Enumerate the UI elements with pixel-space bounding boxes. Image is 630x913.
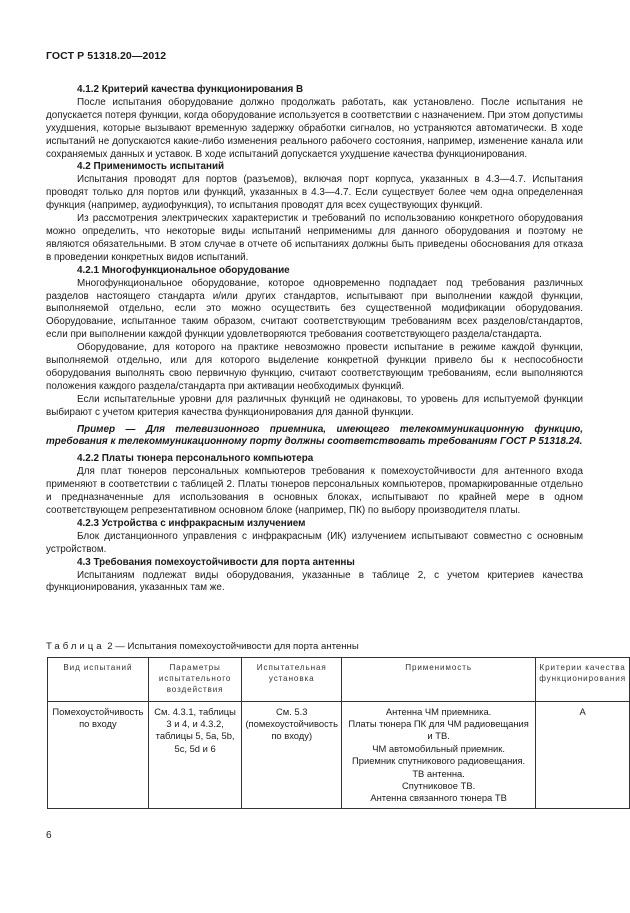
section-4-2-paragraph-1: Испытания проводят для портов (разъемов), включая порт корпуса, указанных в 4.3—4.7. Испытания проводят только для портов или функций, указанных в 4.3—4.7. Если существует более чем одна определенная функция (например, аудиофункция), то испытания проводят для всех существующих функций. — [46, 174, 583, 212]
page-number: 6 — [46, 830, 52, 841]
section-4-2-1-paragraph-3: Если испытательные уровни для различных функций не одинаковы, то уровень для испытуемой функции выбирают с учетом критерия качества функционирования для данной функции. — [46, 393, 583, 418]
document-body — [46, 84, 583, 595]
table-caption-title: 2 — Испытания помехоустойчивости для порта антенны — [104, 641, 359, 652]
table-row — [48, 701, 630, 808]
section-4-2-paragraph-2: Из рассмотрения электрических характеристик и требований по использованию конкретного оборудования можно определить, что некоторые виды испытаний неприменимы для данного оборудования и поэтому не являются обязательными. В этом случае в отчете об испытаниях должны быть приведены обоснования для отказа в проведении конкретных видов испытаний. — [46, 213, 583, 263]
example-note: Пример — Для телевизионного приемника, имеющего телекоммуникационную функцию, требования к телекоммуникационному порту должны соответствовать требованиям ГОСТ Р 51318.24. — [46, 423, 583, 448]
header-applicability: Применимость — [341, 658, 535, 702]
section-4-2-3-title: 4.2.3 Устройства с инфракрасным излучением — [77, 517, 306, 529]
table-header-row — [48, 658, 630, 702]
section-4-2-2-paragraph: Для плат тюнеров персональных компьютеров требования к помехоустойчивости для антенного входа применяют в соответствии с таблицей 2. Платы тюнеров персональных компьютеров, промаркированные отдельно и предназначенные для использования в основных блоках, испытывают по крайней мере в одном соответствующем репрезентативном основном блоке (например, ПК) по выбору производителя платы. — [46, 466, 583, 516]
cell-test-type: Помехоустойчивость по входу — [48, 701, 149, 808]
table-2 — [47, 657, 630, 809]
cell-setup: См. 5.3 (помехоустойчивость по входу) — [242, 701, 342, 808]
cell-applicability: Антенна ЧМ приемника. Платы тюнера ПК для ЧМ радиовещания и ТВ. ЧМ автомобильный приемник. Приемник спутникового радиовещания. ТВ антенна. Спутниковое ТВ. Антенна связанного тюнера ТВ — [341, 701, 535, 808]
section-4-1-2-title: 4.1.2 Критерий качества функционирования В — [77, 84, 304, 95]
section-4-3-title: 4.3 Требования помехоустойчивости для порта антенны — [77, 556, 355, 568]
section-4-2-1-paragraph-2: Оборудование, для которого на практике невозможно провести испытание в режиме каждой функции, выполняемой отдельно, или для которого выделение конкретной функции привело бы к неспособности оборудования выполнять свою первичную функцию, считают соответствующим требованиям, если выполняются положения каждого раздела/стандарта при активации необходимых функций. — [46, 342, 583, 392]
header-test-type: Вид испытаний — [48, 658, 149, 702]
document-header: ГОСТ Р 51318.20—2012 — [46, 50, 167, 62]
header-parameters: Параметры испытательного воздействия — [148, 658, 242, 702]
section-4-1-2-paragraph: После испытания оборудование должно продолжать работать, как установлено. После испытания не допускается потеря функции, когда оборудование используется в соответствии с назначением. При этом допустимы ухудшения, которые вызывают временную задержку обработки сигналов, но устраняются автоматически. В ходе испытаний не допускаются какие-либо изменения реального рабочего состояния, например, изменение канала или сохраняемых данных и уставок. В ходе испытаний допускается ухудшение качества функционирования. — [46, 96, 583, 160]
cell-parameters: См. 4.3.1, таблицы 3 и 4, и 4.3.2, таблицы 5, 5а, 5b, 5с, 5d и 6 — [148, 701, 242, 808]
section-4-2-3-paragraph: Блок дистанционного управления с инфракрасным (ИК) излучением испытывают совместно с основным устройством. — [46, 530, 583, 555]
table-caption-word: Таблица — [46, 641, 105, 652]
section-4-2-title: 4.2 Применимость испытаний — [77, 161, 225, 173]
section-4-2-1-title: 4.2.1 Многофункциональное оборудование — [77, 264, 290, 276]
section-4-2-2-title: 4.2.2 Платы тюнера персонального компьютера — [77, 453, 314, 465]
section-4-2-1-paragraph-1: Многофункциональное оборудование, которое одновременно подпадает под требования различных разделов настоящего стандарта и/или других стандартов, испытывают при выполнении каждой функции, выполняемой отдельно, если это можно осуществить без существенной модификации оборудования. Оборудование, испытанное таким образом, считают соответствующим требованиям всех разделов/стандартов, если при выполнении каждой функции удовлетворяются требования соответствующего раздела/стандарта. — [46, 277, 583, 341]
table-caption — [46, 641, 359, 652]
cell-criteria: А — [536, 701, 630, 808]
header-criteria: Критерии качества функционирования — [536, 658, 630, 702]
section-4-3-paragraph: Испытаниям подлежат виды оборудования, указанные в таблице 2, с учетом критериев качества функционирования, указанных там же. — [46, 569, 583, 594]
header-setup: Испытательная установка — [242, 658, 342, 702]
